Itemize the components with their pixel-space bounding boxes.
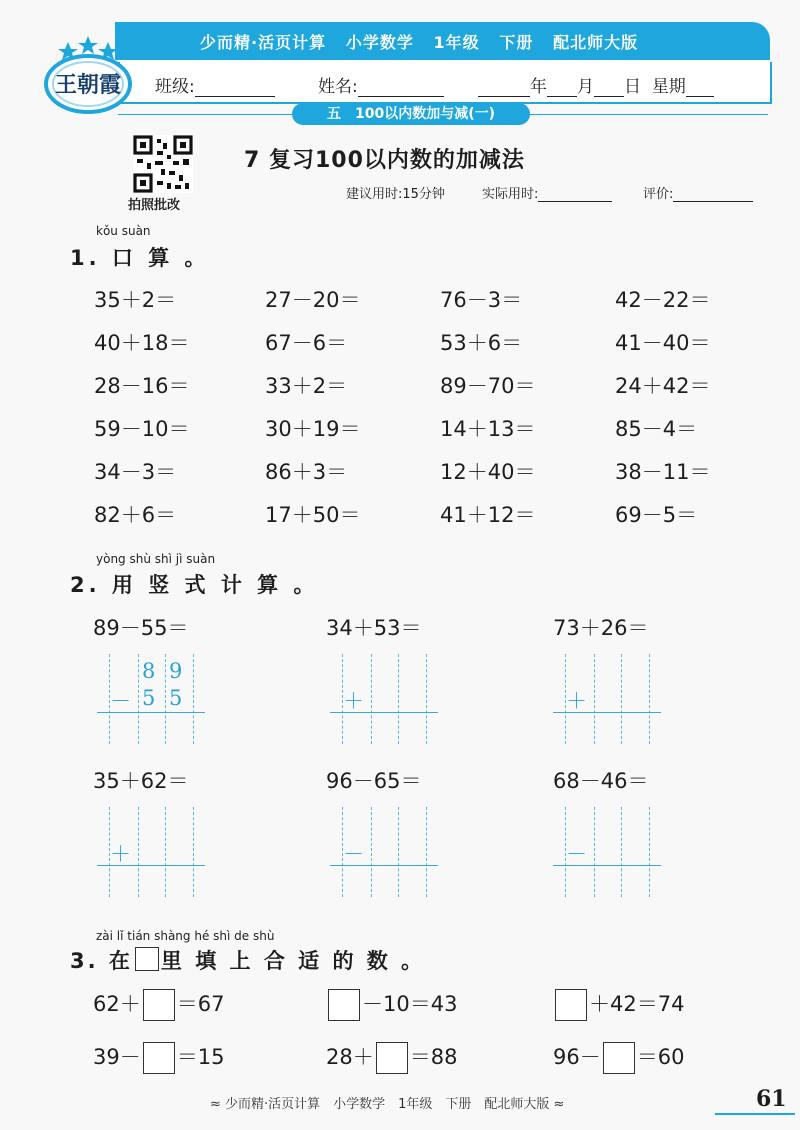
answer-box[interactable] [376, 1042, 408, 1074]
oral-equation: 28－16＝ [94, 374, 190, 398]
grid-column-line [398, 654, 399, 744]
equation-suffix: ＝15 [176, 1045, 225, 1069]
oral-equation: 41＋12＝ [440, 503, 536, 527]
q3-title [70, 945, 425, 975]
plus-sign: ＋ [566, 689, 587, 713]
answer-box[interactable] [143, 989, 175, 1021]
vertical-digit: 8 [142, 659, 156, 683]
vertical-digit: 5 [142, 686, 156, 710]
equation-prefix: 62＋ [93, 992, 141, 1016]
oral-equation: 27－20＝ [265, 288, 361, 312]
oral-equation: 24＋42＝ [615, 374, 711, 398]
grid-column-line [138, 654, 139, 744]
oral-equation: 86＋3＝ [265, 460, 348, 484]
grid-column-line [193, 654, 194, 744]
oral-equation: 67－6＝ [265, 331, 348, 355]
oral-equation: 53＋6＝ [440, 331, 523, 355]
plus-sign: ＋ [343, 689, 364, 713]
grid-column-line [649, 807, 650, 897]
grid-column-line [165, 807, 166, 897]
vertical-calc-grid[interactable] [330, 807, 438, 897]
grid-column-line [426, 654, 427, 744]
vertical-digit: 9 [169, 659, 183, 683]
vertical-calc-grid[interactable] [553, 654, 661, 744]
grid-column-line [398, 807, 399, 897]
suggested-time: 建议用时:15分钟 [346, 187, 445, 202]
vertical-problem-expression: 35＋62＝ [93, 769, 189, 793]
oral-equation: 40＋18＝ [94, 331, 190, 355]
grid-column-line [621, 654, 622, 744]
class-field[interactable] [155, 72, 275, 97]
brand-logo [40, 34, 136, 114]
name-field[interactable] [318, 72, 444, 97]
fill-in-equation [553, 988, 684, 1021]
q3-title-b: 里 填 上 合 适 的 数 。 [160, 949, 426, 973]
oral-equation: 34－3＝ [94, 460, 177, 484]
vertical-problem-expression: 96－65＝ [326, 769, 422, 793]
q2-title: 2. 用 竖 式 计 算 。 [70, 573, 319, 597]
unit-title: 五 100以内数加与减(一) [292, 103, 530, 125]
fill-in-equation [93, 988, 224, 1021]
series-name: 少而精·活页计算 [200, 33, 327, 52]
grid-column-line [165, 654, 166, 744]
vertical-problem-expression: 34＋53＝ [326, 616, 422, 640]
weekday-label: 星期 [651, 77, 686, 97]
month-label: 月 [577, 77, 594, 97]
class-label: 班级: [155, 77, 195, 97]
qr-caption: 拍照批改 [128, 198, 181, 213]
grid-column-line [371, 654, 372, 744]
fill-in-equation [326, 988, 457, 1021]
answer-box[interactable] [555, 989, 587, 1021]
oral-equation: 85－4＝ [615, 417, 698, 441]
grid-column-line [621, 807, 622, 897]
vertical-problem-expression: 68－46＝ [553, 769, 649, 793]
grid-column-line [426, 807, 427, 897]
fill-in-equation [93, 1041, 224, 1074]
q2-pinyin: yòng shù shì jì suàn [96, 552, 216, 566]
grid-column-line [371, 807, 372, 897]
footer-divider [715, 1113, 795, 1115]
oral-equation: 17＋50＝ [265, 503, 361, 527]
qr-code-icon[interactable] [133, 135, 193, 193]
actual-time-field[interactable] [482, 183, 612, 202]
vertical-calc-grid[interactable] [553, 807, 661, 897]
vertical-problem-expression: 89－55＝ [93, 616, 189, 640]
oral-equation: 35＋2＝ [94, 288, 177, 312]
grid-column-line [138, 807, 139, 897]
name-label: 姓名: [318, 77, 358, 97]
answer-box[interactable] [603, 1042, 635, 1074]
grid-column-line [594, 654, 595, 744]
oral-equation: 89－70＝ [440, 374, 536, 398]
vertical-problem-expression: 73＋26＝ [553, 616, 649, 640]
oral-equation: 30＋19＝ [265, 417, 361, 441]
oral-equation: 42－22＝ [615, 288, 711, 312]
page-number: 61 [756, 1086, 787, 1112]
q3-title-box [135, 947, 159, 971]
oral-equation: 59－10＝ [94, 417, 190, 441]
equation-suffix: ＋42＝74 [589, 992, 685, 1016]
volume: 下册 [499, 33, 534, 52]
vertical-calc-grid[interactable] [330, 654, 438, 744]
q3-pinyin: zài lǐ tián shàng hé shì de shù [96, 929, 275, 943]
oral-equation: 76－3＝ [440, 288, 523, 312]
day-label: 日 [624, 77, 641, 97]
grid-column-line [649, 654, 650, 744]
grid-column-line [594, 807, 595, 897]
fill-in-equation [326, 1041, 457, 1074]
footer-text: ≈ 少而精·活页计算 小学数学 1年级 下册 配北师大版 ≈ [210, 1097, 565, 1112]
oral-equation: 12＋40＝ [440, 460, 536, 484]
equation-suffix: ＝67 [176, 992, 225, 1016]
subject: 小学数学 [345, 33, 414, 52]
series-line [200, 30, 638, 53]
grid-column-line [193, 807, 194, 897]
rating-field[interactable] [643, 183, 753, 202]
fill-in-equation [553, 1041, 684, 1074]
date-field[interactable] [478, 72, 714, 97]
equation-suffix: －10＝43 [362, 992, 458, 1016]
equation-suffix: ＝60 [636, 1045, 685, 1069]
equation-prefix: 28＋ [326, 1045, 374, 1069]
year-label: 年 [530, 77, 547, 97]
plus-sign: ＋ [110, 842, 131, 866]
q1-title: 1. 口 算 。 [70, 246, 210, 270]
vertical-calc-grid[interactable] [97, 807, 205, 897]
q1-pinyin: kǒu suàn [96, 224, 151, 238]
equation-prefix: 96－ [553, 1045, 601, 1069]
answer-box[interactable] [143, 1042, 175, 1074]
vertical-digit: 5 [169, 686, 183, 710]
vertical-calc-grid[interactable] [97, 654, 205, 744]
minus-sign: － [110, 689, 131, 713]
edition: 配北师大版 [553, 33, 639, 52]
actual-time-label: 实际用时: [482, 187, 539, 202]
oral-equation: 33＋2＝ [265, 374, 348, 398]
grade: 1年级 [433, 33, 480, 52]
q3-title-a: 3. 在 [70, 949, 133, 973]
equation-prefix: 39－ [93, 1045, 141, 1069]
oral-equation: 82＋6＝ [94, 503, 177, 527]
minus-sign: － [343, 842, 364, 866]
oral-equation: 69－5＝ [615, 503, 698, 527]
lesson-title: 7 复习100以内数的加减法 [244, 148, 525, 173]
answer-box[interactable] [328, 989, 360, 1021]
minus-sign: － [566, 842, 587, 866]
svg-text:王朝霞: 王朝霞 [54, 72, 122, 98]
oral-equation: 14＋13＝ [440, 417, 536, 441]
oral-equation: 38－11＝ [615, 460, 711, 484]
equation-suffix: ＝88 [409, 1045, 458, 1069]
rating-label: 评价: [643, 187, 674, 202]
oral-equation: 41－40＝ [615, 331, 711, 355]
